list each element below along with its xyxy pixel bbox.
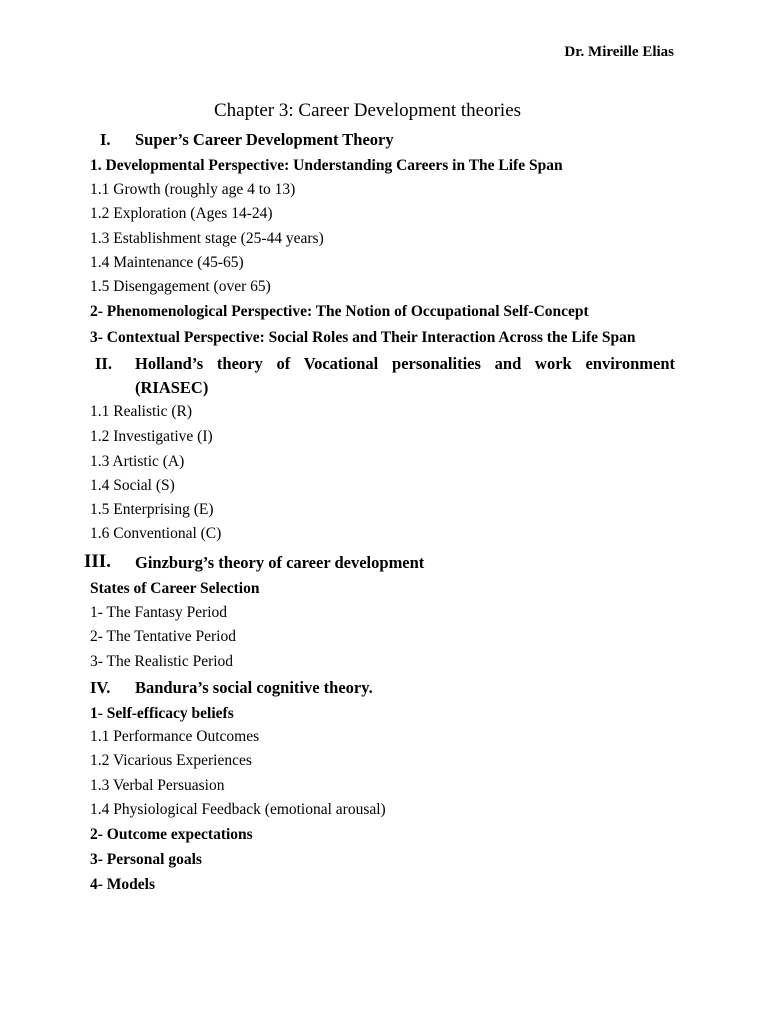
list-item: 1.2 Exploration (Ages 14-24) bbox=[90, 205, 273, 222]
section-4-title: Bandura’s social cognitive theory. bbox=[135, 678, 373, 697]
list-item: 1.4 Maintenance (45-65) bbox=[90, 254, 244, 271]
section-2-title-line-2: (RIASEC) bbox=[135, 378, 209, 397]
list-item: 1.1 Performance Outcomes bbox=[90, 728, 260, 745]
section-2-numeral: II. bbox=[95, 354, 112, 373]
section-2-title-line-1: Holland’s theory of Vocational personalities and work environment bbox=[135, 354, 675, 373]
list-item: 3- The Realistic Period bbox=[90, 653, 234, 670]
list-item: 2- Outcome expectations bbox=[90, 826, 253, 843]
section-4-numeral: IV. bbox=[90, 678, 111, 697]
chapter-title: Chapter 3: Career Development theories bbox=[213, 100, 522, 121]
list-item: 1.3 Establishment stage (25-44 years) bbox=[90, 230, 324, 247]
section-3-numeral: III. bbox=[84, 551, 111, 572]
list-item: 1.5 Disengagement (over 65) bbox=[90, 278, 271, 295]
list-item: 1. Developmental Perspective: Understanding Careers in The Life Span bbox=[90, 157, 563, 174]
list-item: 1.2 Vicarious Experiences bbox=[90, 752, 252, 769]
list-item: 3- Personal goals bbox=[90, 851, 202, 868]
list-item: 1- Self-efficacy beliefs bbox=[90, 705, 234, 722]
list-item: 1.4 Social (S) bbox=[90, 477, 175, 494]
list-item: 1.3 Verbal Persuasion bbox=[90, 777, 225, 794]
list-item: 1.6 Conventional (C) bbox=[90, 525, 222, 542]
list-item: 1.5 Enterprising (E) bbox=[90, 501, 214, 518]
list-item: 1.3 Artistic (A) bbox=[90, 453, 185, 470]
section-1-title: Super’s Career Development Theory bbox=[135, 130, 394, 149]
list-item: 1.1 Realistic (R) bbox=[90, 403, 193, 420]
list-item: 1.1 Growth (roughly age 4 to 13) bbox=[90, 181, 296, 198]
list-item: 1.2 Investigative (I) bbox=[90, 428, 213, 445]
author-name: Dr. Mireille Elias bbox=[564, 44, 674, 60]
list-item: 2- The Tentative Period bbox=[90, 628, 236, 645]
list-item: 2- Phenomenological Perspective: The Notion of Occupational Self-Concept bbox=[90, 303, 589, 320]
list-item: States of Career Selection bbox=[90, 580, 260, 597]
list-item: 3- Contextual Perspective: Social Roles and Their Interaction Across the Life Span bbox=[90, 329, 636, 346]
section-3-title: Ginzburg’s theory of career development bbox=[135, 553, 425, 572]
section-1-numeral: I. bbox=[100, 130, 111, 149]
list-item: 1.4 Physiological Feedback (emotional arousal) bbox=[90, 801, 386, 818]
list-item: 4- Models bbox=[90, 876, 156, 893]
list-item: 1- The Fantasy Period bbox=[90, 604, 228, 621]
